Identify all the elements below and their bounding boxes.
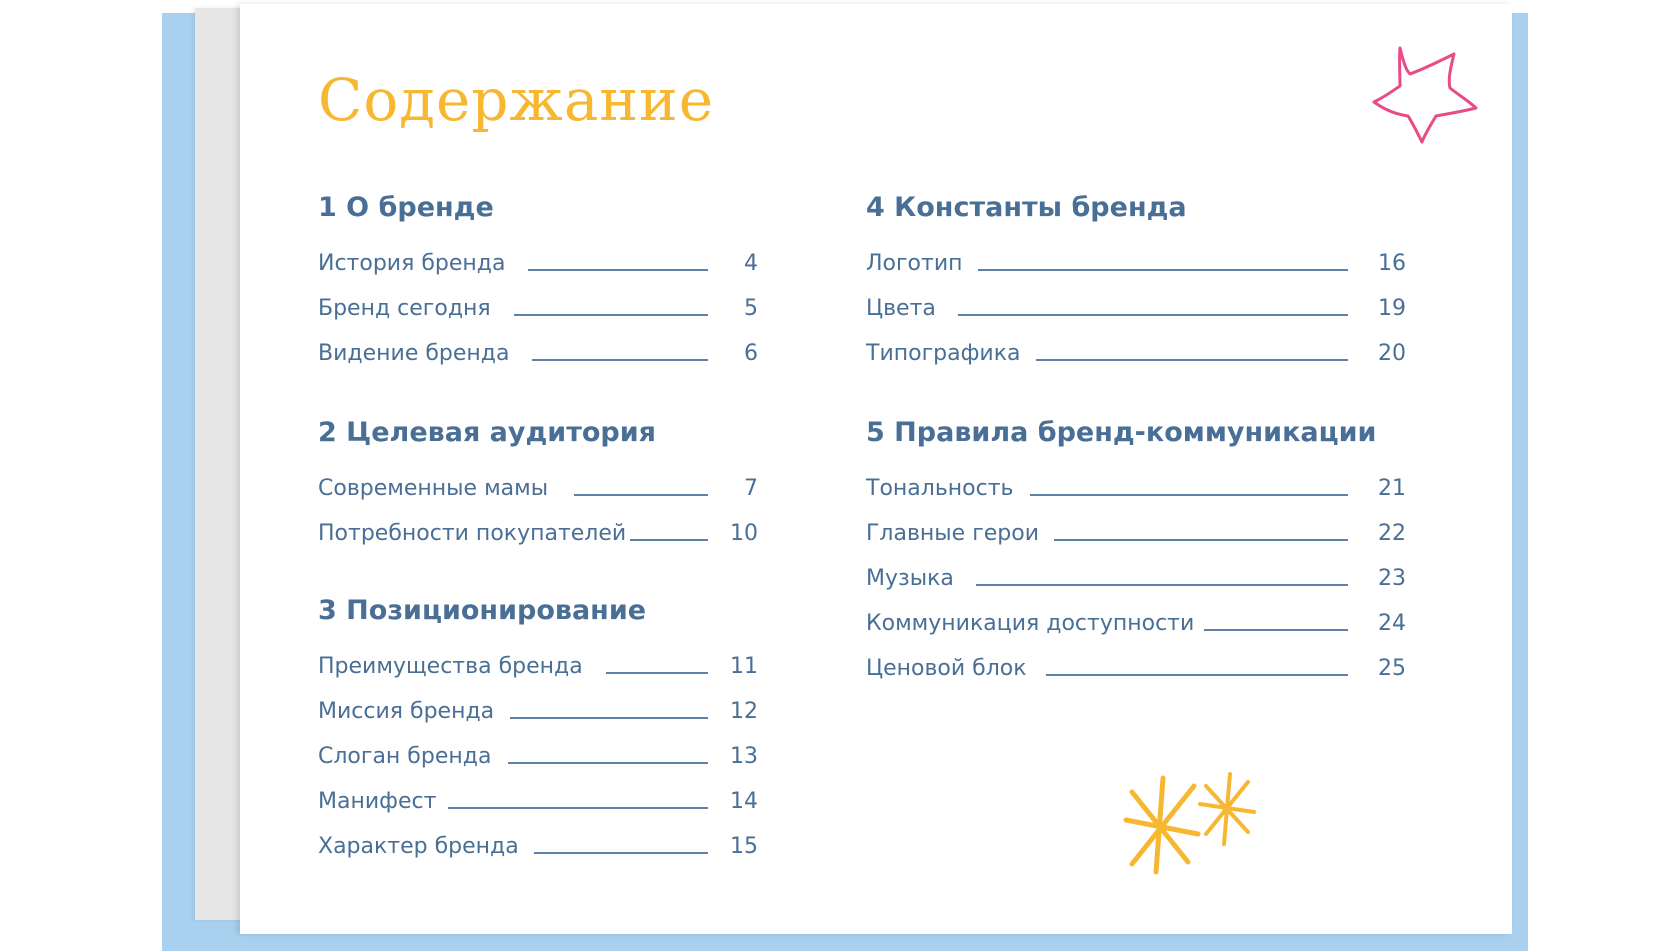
toc-entry-label: Музыка: [866, 566, 954, 591]
toc-entry-colors[interactable]: [866, 296, 1406, 326]
toc-entry-page: 24: [1378, 611, 1406, 636]
toc-entry-label: Типографика: [866, 341, 1021, 366]
toc-entry-page: 23: [1378, 566, 1406, 591]
toc-entry-page: 20: [1378, 341, 1406, 366]
toc-entry-page: 5: [744, 296, 758, 321]
leader-line: [448, 807, 708, 809]
toc-entry-manifesto[interactable]: [318, 789, 758, 819]
toc-entry-brand-vision[interactable]: [318, 341, 758, 371]
toc-entry-label: Бренд сегодня: [318, 296, 491, 321]
toc-entry-brand-advantages[interactable]: [318, 654, 758, 684]
toc-entry-label: Современные мамы: [318, 476, 549, 501]
toc-entry-label: Цвета: [866, 296, 936, 321]
toc-entry-typography[interactable]: [866, 341, 1406, 371]
toc-entry-page: 15: [730, 834, 758, 859]
leader-line: [1046, 674, 1348, 676]
toc-entry-tonality[interactable]: [866, 476, 1406, 506]
toc-entry-label: Преимущества бренда: [318, 654, 583, 679]
toc-entry-page: 11: [730, 654, 758, 679]
toc-entry-customer-needs[interactable]: [318, 521, 758, 551]
toc-entry-page: 19: [1378, 296, 1406, 321]
leader-line: [1036, 359, 1348, 361]
leader-line: [958, 314, 1348, 316]
toc-entry-label: Коммуникация доступности: [866, 611, 1195, 636]
toc-entry-page: 21: [1378, 476, 1406, 501]
toc-entry-label: Видение бренда: [318, 341, 510, 366]
section-heading-target-audience: 2 Целевая аудитория: [318, 417, 657, 448]
leader-line: [606, 672, 708, 674]
toc-entry-page: 7: [744, 476, 758, 501]
toc-entry-label: Потребности покупателей: [318, 521, 627, 546]
toc-entry-page: 4: [744, 251, 758, 276]
section-heading-communication-rules: 5 Правила бренд-коммуникации: [866, 417, 1377, 448]
sparkle-icon: [1196, 770, 1258, 848]
toc-entry-label: Манифест: [318, 789, 437, 814]
leader-line: [532, 359, 708, 361]
toc-entry-page: 6: [744, 341, 758, 366]
toc-entry-logo[interactable]: [866, 251, 1406, 281]
toc-entry-label: Ценовой блок: [866, 656, 1027, 681]
leader-line: [514, 314, 708, 316]
toc-entry-page: 14: [730, 789, 758, 814]
sparkle-icon: [1118, 768, 1208, 876]
leader-line: [976, 584, 1348, 586]
toc-entry-label: История бренда: [318, 251, 506, 276]
leader-line: [1054, 539, 1348, 541]
leader-line: [630, 539, 708, 541]
toc-entry-brand-today[interactable]: [318, 296, 758, 326]
toc-entry-page: 13: [730, 744, 758, 769]
toc-entry-label: Логотип: [866, 251, 963, 276]
toc-entry-label: Слоган бренда: [318, 744, 492, 769]
toc-entry-main-heroes[interactable]: [866, 521, 1406, 551]
leader-line: [510, 717, 708, 719]
toc-entry-modern-moms[interactable]: [318, 476, 758, 506]
leader-line: [508, 762, 708, 764]
section-heading-positioning: 3 Позиционирование: [318, 595, 647, 626]
toc-entry-brand-history[interactable]: [318, 251, 758, 281]
toc-entry-page: 12: [730, 699, 758, 724]
toc-entry-label: Тональность: [866, 476, 1014, 501]
toc-entry-label: Характер бренда: [318, 834, 519, 859]
toc-entry-accessibility-communication[interactable]: [866, 611, 1406, 641]
page-edge: [195, 8, 243, 920]
leader-line: [574, 494, 708, 496]
toc-entry-page: 22: [1378, 521, 1406, 546]
toc-entry-price-block[interactable]: [866, 656, 1406, 686]
toc-entry-page: 25: [1378, 656, 1406, 681]
toc-entry-brand-mission[interactable]: [318, 699, 758, 729]
toc-entry-music[interactable]: [866, 566, 1406, 596]
toc-entry-label: Миссия бренда: [318, 699, 495, 724]
leader-line: [978, 269, 1348, 271]
leader-line: [528, 269, 708, 271]
star-outline-icon: [1370, 44, 1480, 146]
toc-entry-brand-character[interactable]: [318, 834, 758, 864]
section-heading-about-brand: 1 О бренде: [318, 192, 494, 223]
page-title: Содержание: [318, 66, 715, 134]
toc-entry-brand-slogan[interactable]: [318, 744, 758, 774]
toc-entry-page: 10: [730, 521, 758, 546]
toc-entry-label: Главные герои: [866, 521, 1040, 546]
section-heading-brand-constants: 4 Константы бренда: [866, 192, 1187, 223]
toc-entry-page: 16: [1378, 251, 1406, 276]
leader-line: [1204, 629, 1348, 631]
leader-line: [534, 852, 708, 854]
leader-line: [1030, 494, 1348, 496]
